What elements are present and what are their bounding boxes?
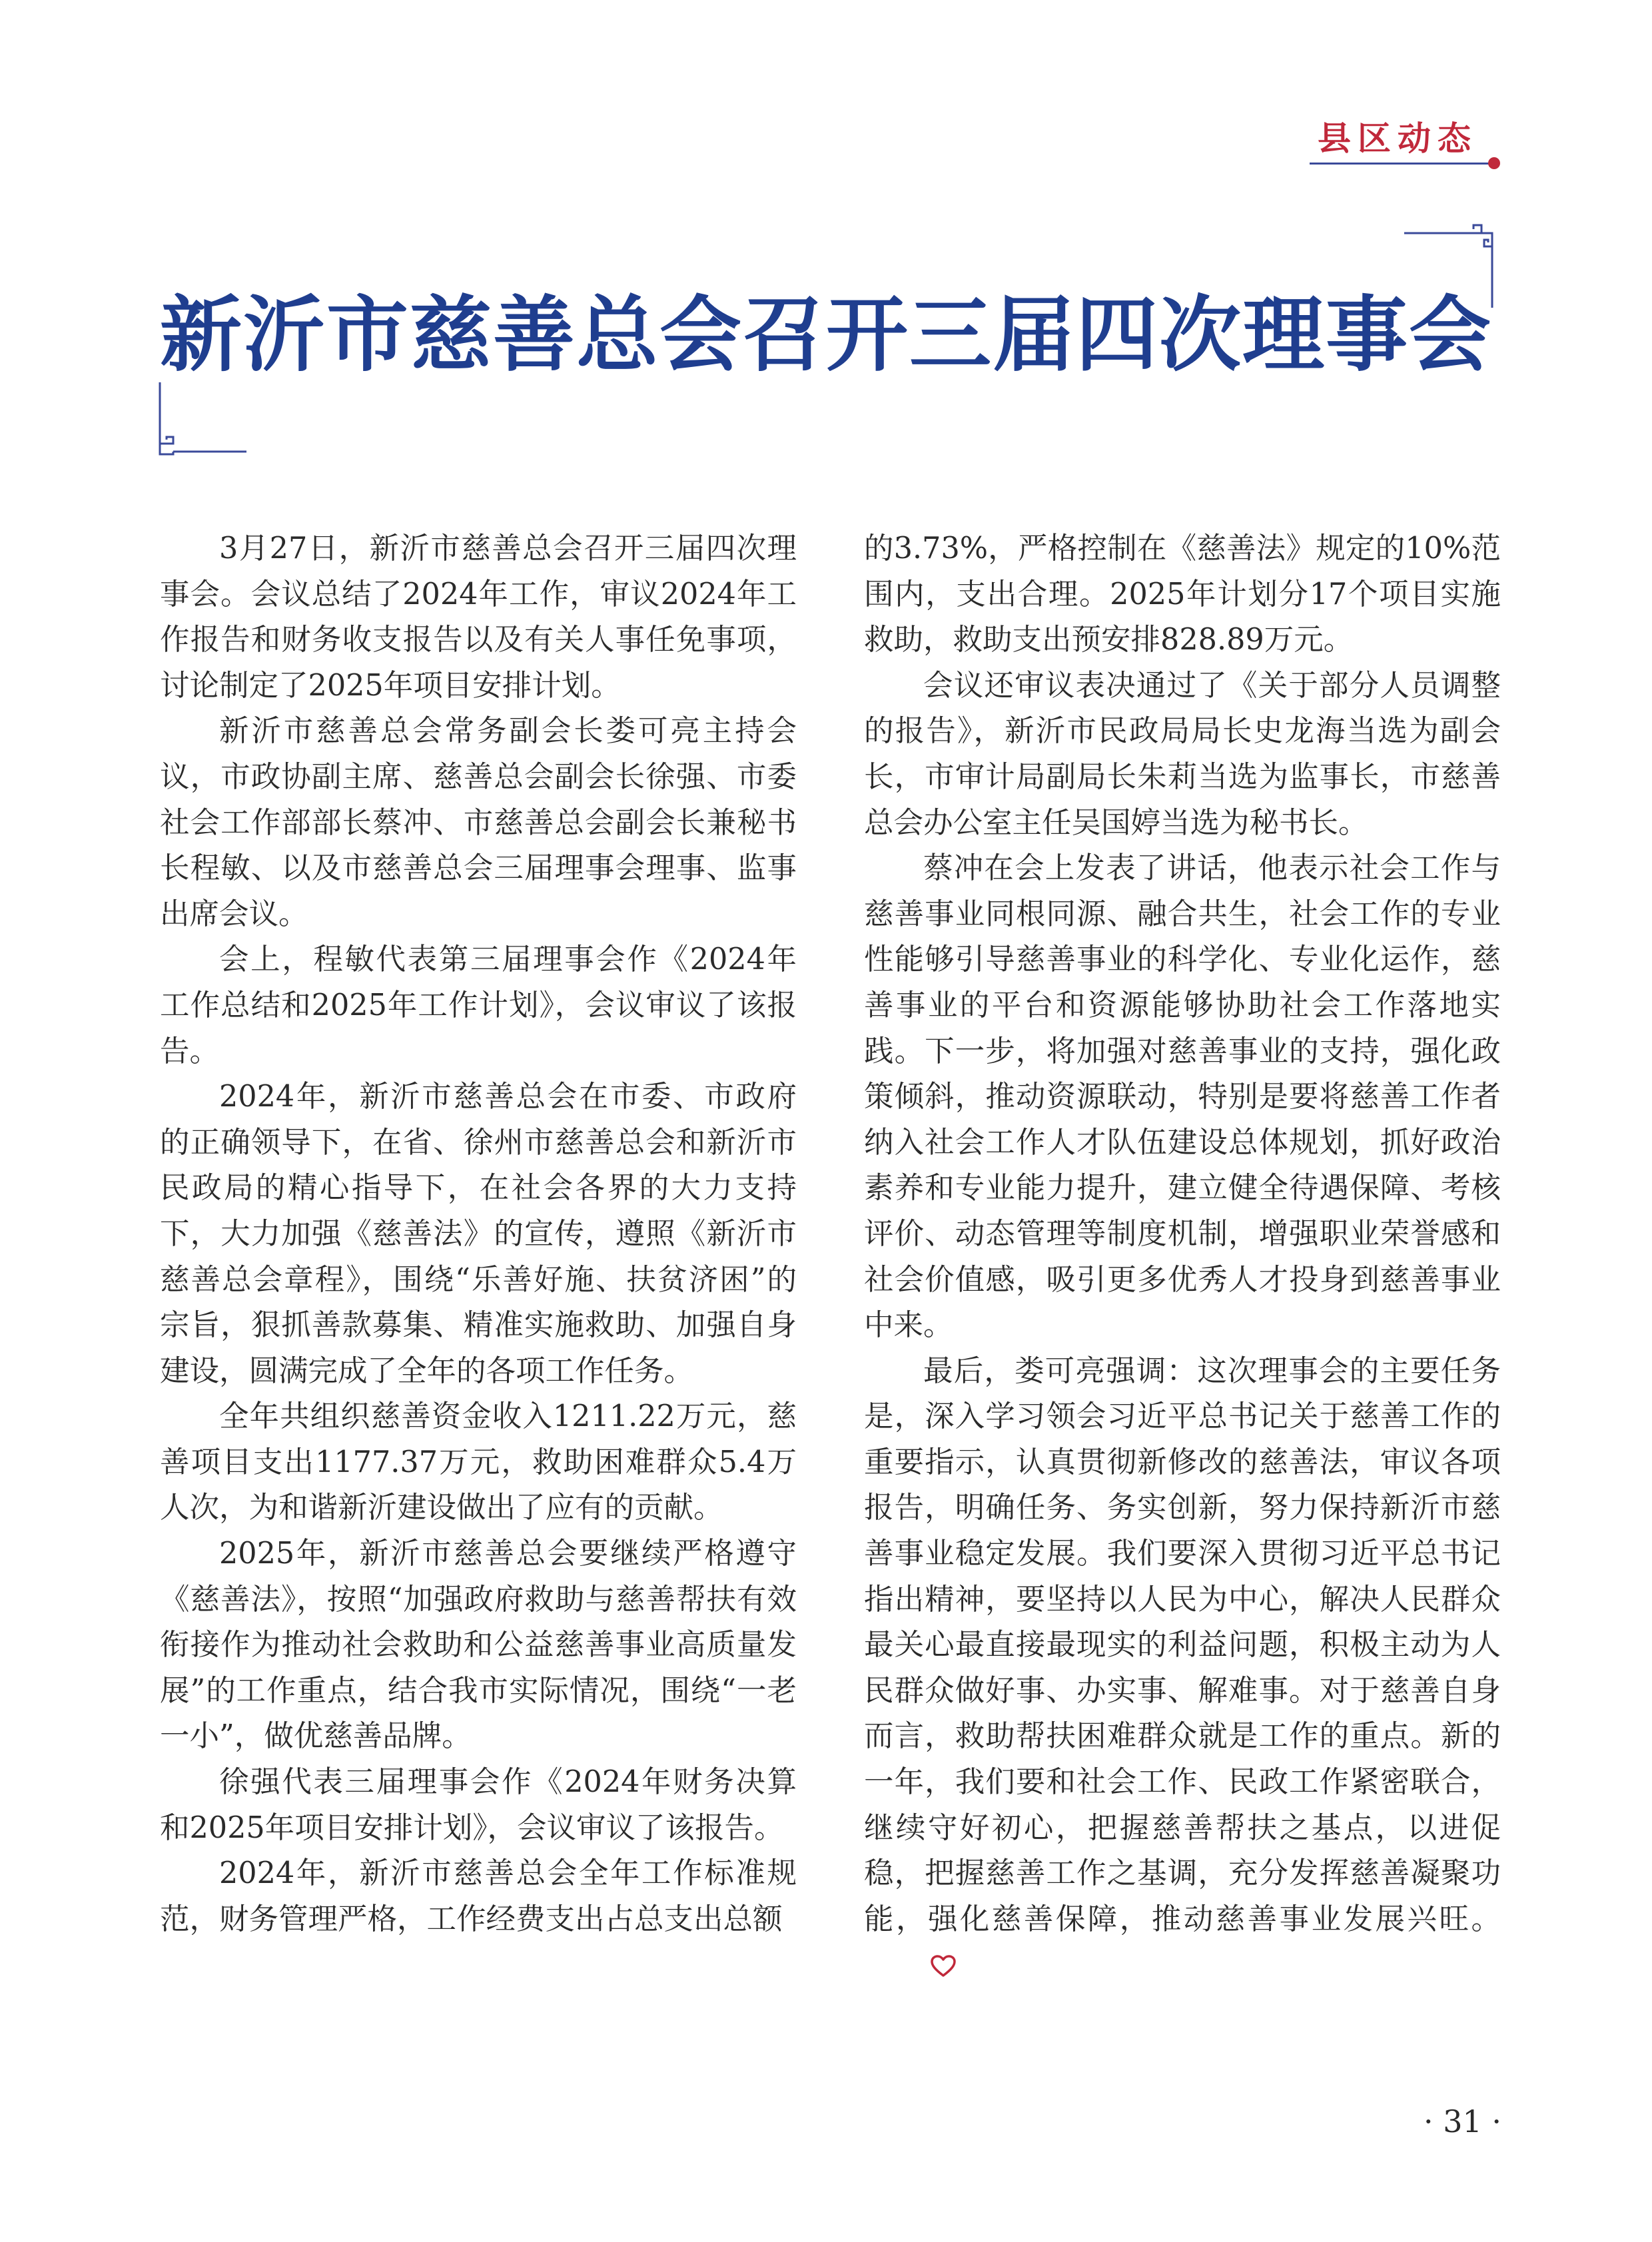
article-column-right bbox=[864, 526, 1501, 1992]
paragraph: 2025年，新沂市慈善总会要继续严格遵守《慈善法》，按照“加强政府救助与慈善帮扶有效衔接作为推动社会救助和公益慈善事业高质量发展”的工作重点，结合我市实际情况，围绕“一老一小”，做优慈善品牌。 bbox=[160, 1537, 797, 1754]
paragraph: 徐强代表三届理事会作《2024年财务决算和2025年项目安排计划》，会议审议了该报告。 bbox=[160, 1765, 797, 1845]
paragraph: 新沂市慈善总会常务副会长娄可亮主持会议，市政协副主席、慈善总会副会长徐强、市委社会工作部部长蔡冲、市慈善总会副会长兼秘书长程敏、以及市慈善总会三届理事会理事、监事出席会议。 bbox=[160, 714, 797, 931]
heart-icon bbox=[871, 1946, 957, 1992]
paragraph: 全年共组织慈善资金收入1211.22万元，慈善项目支出1177.37万元，救助困难群众5.4万人次，为和谐新沂建设做出了应有的贡献。 bbox=[160, 1399, 797, 1525]
paragraph-final-text: 最后，娄可亮强调：这次理事会的主要任务是，深入学习领会习近平总书记关于慈善工作的重要指示，认真贯彻新修改的慈善法，审议各项报告，明确任务、务实创新，努力保持新沂市慈善事业稳定发展。我们要深入贯彻习近平总书记指出精神，要坚持以人民为中心，解决人民群众最关心最直接最现实的利益问题，积极主动为人民群众做好事、办实事、解难事。对于慈善自身而言，救助帮扶困难群众就是工作的重点。新的一年，我们要和社会工作、民政工作紧密联合，继续守好初心，把握慈善帮扶之基点，以进促稳，把握慈善工作之基调，充分发挥慈善凝聚功能，强化慈善保障，推动慈善事业发展兴旺。 bbox=[864, 1353, 1501, 1936]
section-label-underline bbox=[1310, 163, 1493, 165]
article-column-left bbox=[160, 526, 797, 1942]
paragraph-final bbox=[864, 1349, 1501, 1992]
paragraph-continuation: 的3.73%，严格控制在《慈善法》规定的10%范围内，支出合理。2025年计划分17个项目实施救助，救助支出预安排828.89万元。 bbox=[864, 532, 1501, 657]
section-label: 县区动态 bbox=[1318, 119, 1477, 158]
paragraph: 会议还审议表决通过了《关于部分人员调整的报告》，新沂市民政局局长史龙海当选为副会长，市审计局副局长朱莉当选为监事长，市慈善总会办公室主任吴国婷当选为秘书长。 bbox=[864, 668, 1501, 840]
paragraph: 2024年，新沂市慈善总会在市委、市政府的正确领导下，在省、徐州市慈善总会和新沂市民政局的精心指导下，在社会各界的大力支持下，大力加强《慈善法》的宣传，遵照《新沂市慈善总会章程》，围绕“乐善好施、扶贫济困”的宗旨，狠抓善款募集、精准实施救助、加强自身建设，圆满完成了全年的各项工作任务。 bbox=[160, 1080, 797, 1388]
paragraph: 蔡冲在会上发表了讲话，他表示社会工作与慈善事业同根同源、融合共生，社会工作的专业性能够引导慈善事业的科学化、专业化运作，慈善事业的平台和资源能够协助社会工作落地实践。下一步，将加强对慈善事业的支持，强化政策倾斜，推动资源联动，特别是要将慈善工作者纳入社会工作人才队伍建设总体规划，抓好政治素养和专业能力提升，建立健全待遇保障、考核评价、动态管理等制度机制，增强职业荣誉感和社会价值感，吸引更多优秀人才投身到慈善事业中来。 bbox=[864, 851, 1501, 1343]
paragraph: 2024年，新沂市慈善总会全年工作标准规范，财务管理严格，工作经费支出占总支出总额 bbox=[160, 1856, 797, 1936]
paragraph: 3月27日，新沂市慈善总会召开三届四次理事会。会议总结了2024年工作，审议2024年工作报告和财务收支报告以及有关人事任免事项，讨论制定了2025年项目安排计划。 bbox=[160, 532, 797, 703]
corner-ornament-bottom-left bbox=[155, 382, 248, 457]
paragraph: 会上，程敏代表第三届理事会作《2024年工作总结和2025年工作计划》，会议审议了该报告。 bbox=[160, 942, 797, 1068]
page-number: · 31 · bbox=[1423, 2103, 1501, 2139]
article-title: 新沂市慈善总会召开三届四次理事会 bbox=[160, 287, 1492, 383]
section-label-dot bbox=[1488, 157, 1500, 169]
